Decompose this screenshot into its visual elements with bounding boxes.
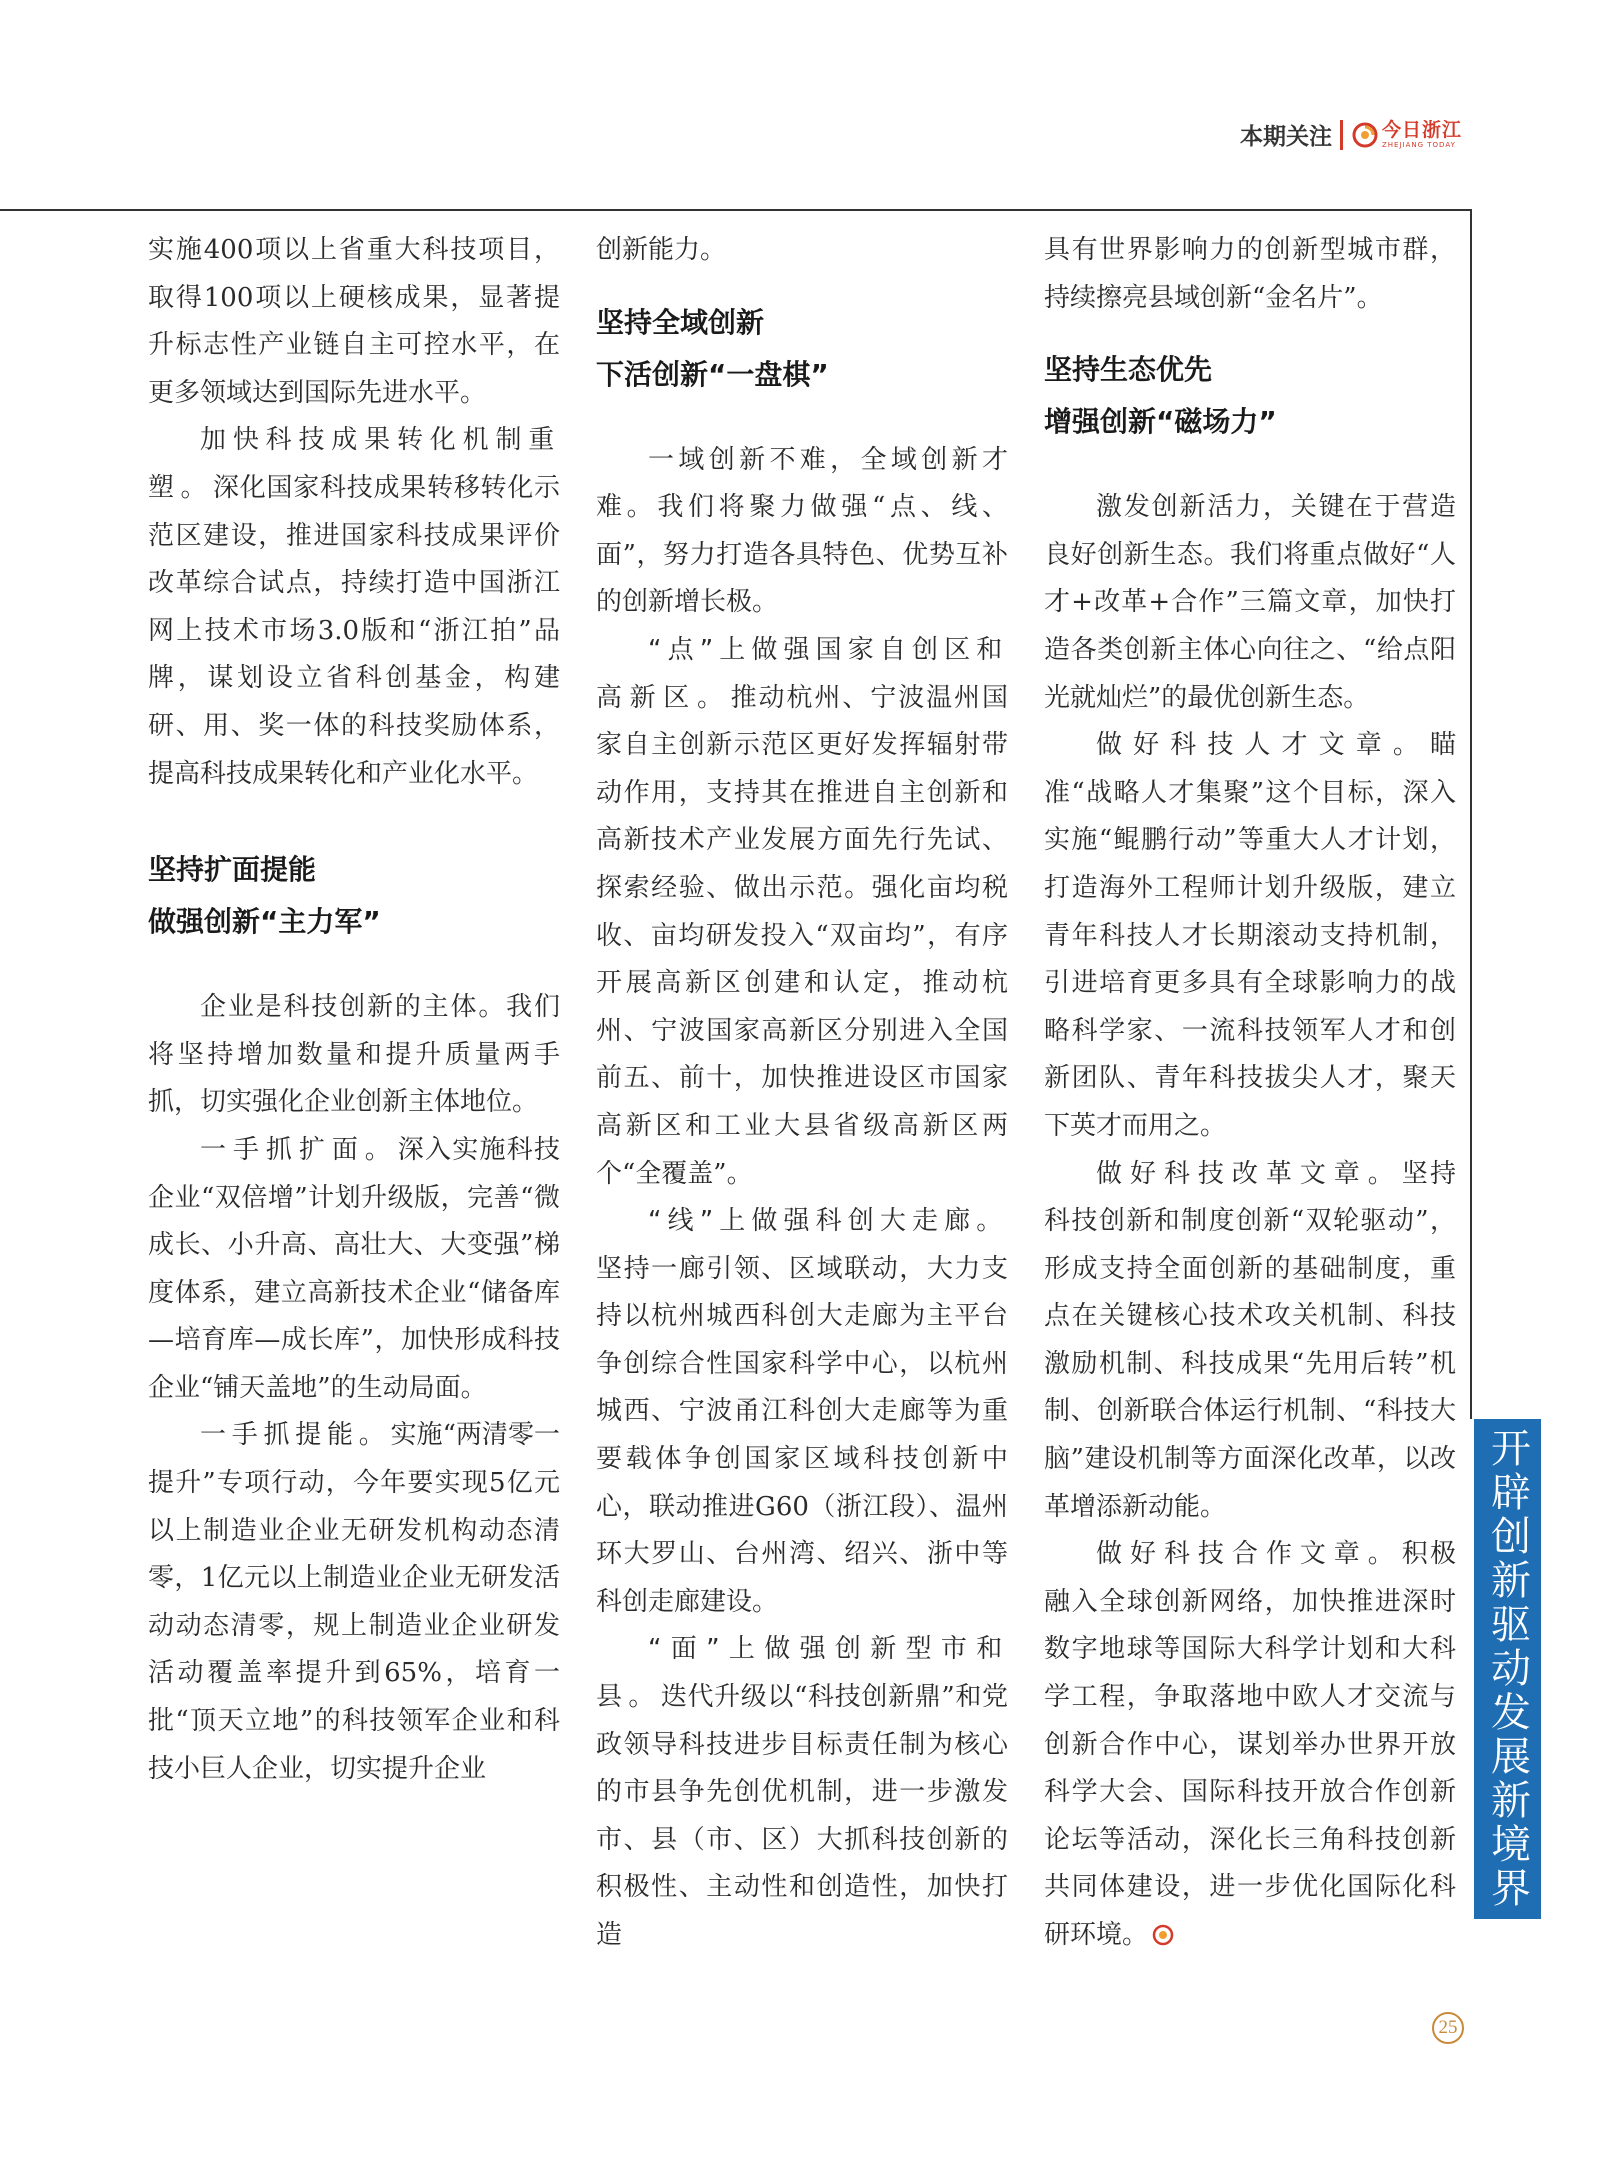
paragraph: 加快科技成果转化机制重塑。深化国家科技成果转移转化示范区建设，推进国家科技成果评价改革综合试点，持续打造中国浙江网上技术市场3.0版和“浙江拍”品牌，谋划设立省科创基金，构建研、用、奖一体的科技奖励体系，提高科技成果转化和产业化水平。 bbox=[148, 425, 560, 789]
right-rule bbox=[1470, 209, 1472, 1419]
page-header bbox=[1240, 118, 1462, 151]
paragraph: “面”上做强创新型市和县。迭代升级以“科技创新鼎”和党政领导科技进步目标责任制为核心的市县争先创优机制，进一步激发市、县（市、区）大抓科技创新的积极性、主动性和创造性，加快打造 bbox=[596, 1634, 1008, 1950]
logo-swirl-icon bbox=[1352, 122, 1378, 148]
paragraph: 具有世界影响力的创新型城市群，持续擦亮县域创新“金名片”。 bbox=[1044, 235, 1456, 313]
paragraph: 做好科技人才文章。瞄准“战略人才集聚”这个目标，深入实施“鲲鹏行动”等重大人才计划，打造海外工程师计划升级版，建立青年科技人才长期滚动支持机制，引进培育更多具有全球影响力的战略科学家、一流科技领军人才和创新团队、青年科技拔尖人才，聚天下英才而用之。 bbox=[1044, 730, 1456, 1141]
magazine-logo bbox=[1352, 118, 1462, 149]
side-banner bbox=[1474, 1419, 1541, 1919]
paragraph-lead: 加快科技成果转化机制重塑。 bbox=[148, 425, 560, 503]
section-heading: 坚持全域创新 下活创新“一盘棋” bbox=[596, 305, 829, 391]
paragraph: “点”上做强国家自创区和高新区。推动杭州、宁波温州国家自主创新示范区更好发挥辐射带动作用，支持其在推进自主创新和高新技术产业发展方面先行先试、探索经验、做出示范。强化亩均税收、亩均研发投入“双亩均”，有序开展高新区创建和认定，推动杭州、宁波国家高新区分别进入全国前五、前十，加快推进设区市国家高新区和工业大县省级高新区两个“全覆盖”。 bbox=[596, 634, 1008, 1189]
page-number: 25 bbox=[1432, 2012, 1464, 2044]
text-column-3 bbox=[1044, 227, 1456, 1960]
article-end-icon bbox=[1152, 1924, 1174, 1946]
paragraph: 一手抓提能。实施“两清零一提升”专项行动，今年要实现5亿元以上制造业企业无研发机构动态清零，1亿元以上制造业企业无研发活动动态清零，规上制造业企业研发活动覆盖率提升到65%，培育一批“顶天立地”的科技领军企业和科技小巨人企业，切实提升企业 bbox=[148, 1420, 560, 1784]
paragraph-lead: “点”上做强国家自创区和高新区。 bbox=[596, 634, 1008, 713]
paragraph-lead: 一手抓提能。 bbox=[200, 1420, 391, 1451]
paragraph: 做好科技合作文章。积极融入全球创新网络，加快推进深时数字地球等国际大科学计划和大科学工程，争取落地中欧人才交流与创新合作中心，谋划举办世界开放科学大会、国际科技开放合作创新论坛等活动，深化长三角科技创新共同体建设，进一步优化国际化科研环境。 bbox=[1044, 1539, 1456, 1950]
paragraph: 一域创新不难，全域创新才难。我们将聚力做强“点、线、面”，努力打造各具特色、优势互补的创新增长极。 bbox=[596, 444, 1008, 618]
paragraph: 一手抓扩面。深入实施科技企业“双倍增”计划升级版，完善“微成长、小升高、高壮大、大变强”梯度体系，建立高新技术企业“储备库—培育库—成长库”，加快形成科技企业“铺天盖地”的生动局面。 bbox=[148, 1134, 560, 1403]
paragraph: 企业是科技创新的主体。我们将坚持增加数量和提升质量两手抓，切实强化企业创新主体地位。 bbox=[148, 992, 560, 1118]
header-divider bbox=[1340, 120, 1343, 150]
text-column-2 bbox=[596, 227, 1008, 1960]
section-heading: 坚持扩面提能 做强创新“主力军” bbox=[148, 853, 381, 939]
side-banner-text: 开辟创新驱动发展新境界 bbox=[1484, 1427, 1531, 1911]
logo-english-text: ZHEJIANG TODAY bbox=[1381, 140, 1456, 149]
paragraph-lead: 做好科技人才文章。 bbox=[1096, 730, 1430, 761]
logo-chinese-text: 今日浙江 bbox=[1381, 118, 1462, 141]
paragraph-lead: “线”上做强科创大走廊。 bbox=[648, 1206, 1008, 1237]
paragraph-lead: 一手抓扩面。 bbox=[200, 1134, 398, 1165]
paragraph-lead: “面”上做强创新型市和县。 bbox=[596, 1634, 1008, 1713]
paragraph: “线”上做强科创大走廊。坚持一廊引领、区域联动，大力支持以杭州城西科创大走廊为主平台争创综合性国家科学中心，以杭州城西、宁波甬江科创大走廊等为重要载体争创国家区域科技创新中心，联动推进G60（浙江段）、温州环大罗山、台州湾、绍兴、浙中等科创走廊建设。 bbox=[596, 1206, 1008, 1617]
text-column-1 bbox=[148, 227, 560, 1793]
paragraph: 做好科技改革文章。坚持科技创新和制度创新“双轮驱动”，形成支持全面创新的基础制度，重点在关键核心技术攻关机制、科技激励机制、科技成果“先用后转”机制、创新联合体运行机制、“科技大脑”建设机制等方面深化改革，以改革增添新动能。 bbox=[1044, 1158, 1456, 1522]
paragraph: 激发创新活力，关键在于营造良好创新生态。我们将重点做好“人才+改革+合作”三篇文章，加快打造各类创新主体心向往之、“给点阳光就灿烂”的最优创新生态。 bbox=[1044, 492, 1456, 713]
section-label: 本期关注 bbox=[1239, 124, 1332, 150]
paragraph-lead: 做好科技合作文章。 bbox=[1096, 1539, 1402, 1570]
section-heading: 坚持生态优先 增强创新“磁场力” bbox=[1044, 353, 1277, 439]
top-rule bbox=[0, 209, 1470, 211]
paragraph-lead: 做好科技改革文章。 bbox=[1096, 1158, 1402, 1189]
paragraph: 实施400项以上省重大科技项目，取得100项以上硬核成果，显著提升标志性产业链自主可控水平，在更多领域达到国际先进水平。 bbox=[148, 235, 560, 408]
paragraph: 创新能力。 bbox=[596, 235, 727, 265]
